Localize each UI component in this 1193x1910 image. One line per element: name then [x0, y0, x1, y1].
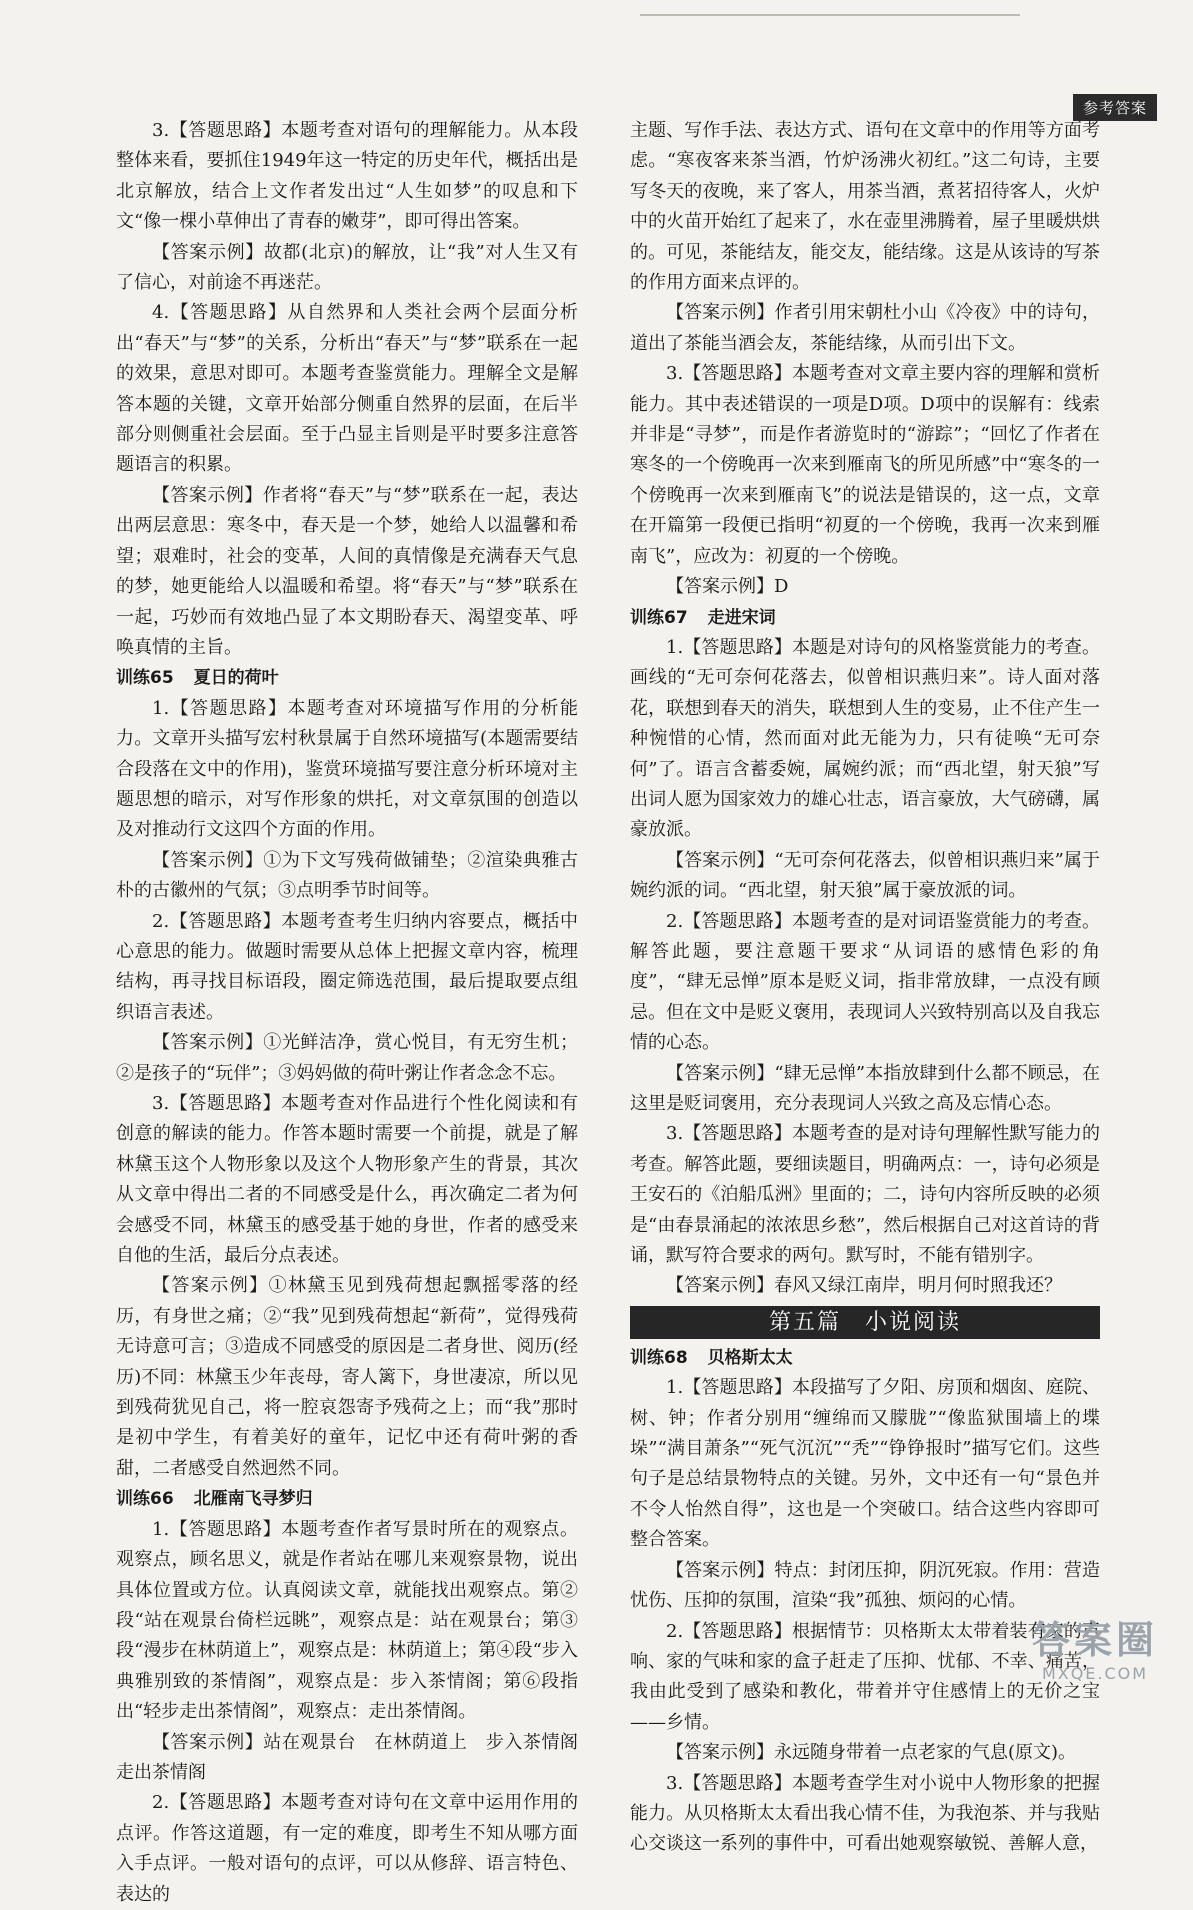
training-heading — [630, 603, 1100, 633]
answer-paragraph: 1.【答题思路】本题考查对环境描写作用的分析能力。文章开头描写宏村秋景属于自然环境描写(本题需要结合段落在文中的作用)，鉴赏环境描写要注意分析环境对主题思想的暗示，对写作形象的烘托，对文章氛围的创造以及对推动行文这四个方面的作用。 — [116, 697, 578, 841]
answer-paragraph: 【答案示例】①光鲜洁净，赏心悦目，有无穷生机；②是孩子的“玩伴”；③妈妈做的荷叶粥让作者念念不忘。 — [116, 1032, 578, 1084]
answer-paragraph: 2.【答题思路】本题考查对诗句在文章中运用作用的点评。作答这道题，有一定的难度，即考生不知从哪方面入手点评。一般对语句的点评，可以从修辞、语言特色、表达的 — [116, 1792, 578, 1905]
corner-tab: 参考答案 — [1073, 94, 1157, 121]
answer-paragraph: 2.【答题思路】本题考查考生归纳内容要点，概括中心意思的能力。做题时需要从总体上把握文章内容，梳理结构，再寻找目标语段，圈定筛选范围，最后提取要点组织语言表述。 — [116, 910, 578, 1023]
answer-paragraph: 1.【答题思路】本题是对诗句的风格鉴赏能力的考查。画线的“无可奈何花落去，似曾相识燕归来”。诗人面对落花，联想到春天的消失，联想到人生的变易，止不住产生一种惋惜的心情，然而面对此无能为力，只有徒唤“无可奈何”了。语言含蓄委婉，属婉约派；而“西北望，射天狼”写出词人愿为国家效力的雄心壮志，语言豪放，大气磅礴，属豪放派。 — [630, 636, 1100, 841]
watermark-logo — [1025, 1609, 1165, 1683]
answer-paragraph: 【答案示例】永远随身带着一点老家的气息(原文)。 — [666, 1742, 1077, 1764]
answer-paragraph: 【答案示例】①为下文写残荷做铺垫；②渲染典雅古朴的古徽州的气氛；③点明季节时间等。 — [116, 849, 578, 902]
watermark-url: MXQE.COM — [1041, 1664, 1149, 1683]
answer-paragraph: 主题、写作手法、表达方式、语句在文章中的作用等方面考虑。“寒夜客来茶当酒，竹炉汤沸火初红。”这二句诗，主要写冬天的夜晚，来了客人，用茶当酒，煮茗招待客人，火炉中的火苗开始红了起来了，水在壶里沸腾着，屋子里暖烘烘的。可见，茶能结友，能交友，能结缘。这是从该诗的写茶的作用方面来点评的。 — [630, 120, 1100, 294]
answer-paragraph: 【答案示例】站在观景台 在林荫道上 步入茶情阁 走出茶情阁 — [116, 1731, 596, 1783]
training-heading — [116, 663, 578, 693]
watermark-logo-text: 答案圈 — [1031, 1618, 1158, 1662]
answer-paragraph: 【答案示例】①林黛玉见到残荷想起飘摇零落的经历，有身世之痛；②“我”见到残荷想起“新荷”，觉得残荷无诗意可言；③造成不同感受的原因是二者身世、阅历(经历)不同：林黛玉少年丧母，寄人篱下，身世凄凉，所以见到残荷犹见自己，将一腔哀怨寄予残荷之上；而“我”那时是初中学生，有着美好的童年，记忆中还有荷叶粥的香甜，二者感受自然迥然不同。 — [116, 1275, 578, 1479]
answer-paragraph: 【答案示例】作者引用宋朝杜小山《冷夜》中的诗句，道出了茶能当酒会友，茶能结缘，从而引出下文。 — [630, 302, 1100, 354]
training-number: 训练68 — [630, 1347, 688, 1368]
left-column — [116, 116, 596, 1910]
answer-paragraph: 3.【答题思路】本题考查学生对小说中人物形象的把握能力。从贝格斯太太看出我心情不佳，为我泡茶、并与我贴心交谈这一系列的事件中，可看出她观察敏锐、善解人意， — [630, 1772, 1100, 1855]
answer-paragraph: 2.【答题思路】本题考查的是对词语鉴赏能力的考查。解答此题，要注意题干要求“从词语的感情色彩的角度”，“肆无忌惮”原本是贬义词，指非常放肆，一点没有顾忌。但在文中是贬义褒用，表现词人兴致特别高以及自我忘情的心态。 — [630, 910, 1100, 1054]
answer-paragraph: 【答案示例】“无可奈何花落去，似曾相识燕归来”属于婉约派的词。“西北望，射天狼”属于豪放派的词。 — [630, 849, 1100, 902]
right-column — [630, 116, 1100, 1860]
training-number: 训练65 — [116, 668, 174, 689]
answer-paragraph: 2.【答题思路】根据情节：贝格斯太太带着装有家的声响、家的气味和家的盒子赶走了压抑、忧郁、不幸、痛苦，我由此受到了感染和教化，带着并守住感情上的无价之宝——乡情。 — [630, 1620, 1100, 1733]
section-banner: 第五篇 小说阅读 — [630, 1306, 1100, 1339]
right-column-bottom — [630, 1343, 1100, 1860]
training-heading — [630, 1343, 1100, 1373]
training-title: 贝格斯太太 — [707, 1347, 793, 1368]
training-title: 走进宋词 — [707, 607, 776, 628]
answer-paragraph: 【答案示例】“肆无忌惮”本指放肆到什么都不顾忌，在这里是贬词褒用，充分表现词人兴致之高及忘情心态。 — [630, 1062, 1100, 1114]
answer-paragraph: 【答案示例】特点：封闭压抑，阴沉死寂。作用：营造忧伤、压抑的氛围，渲染“我”孤独、烦闷的心情。 — [630, 1559, 1100, 1612]
answer-paragraph: 4.【答题思路】从自然界和人类社会两个层面分析出“春天”与“梦”的关系，分析出“春天”与“梦”联系在一起的效果，意思对即可。本题考查鉴赏能力。理解全文是解答本题的关键，文章开始部分侧重自然界的层面，在后半部分则侧重社会层面。至于凸显主旨则是平时要多注意答题语言的积累。 — [116, 302, 578, 476]
answer-paragraph: 1.【答题思路】本段描写了夕阳、房顶和烟囱、庭院、树、钟；作者分别用“缠绵而又朦胧”“像监狱围墙上的堞垛”“满目萧条”“死气沉沉”“秃”“铮铮报时”描写它们。这些句子是总结景物特点的关键。另外，文中还有一句“景色并不令人怡然自得”，这也是一个突破口。结合这些内容即可整合答案。 — [630, 1377, 1100, 1551]
training-number: 训练67 — [630, 607, 688, 628]
answer-paragraph: 3.【答题思路】本题考查的是对诗句理解性默写能力的考查。解答此题，要细读题目，明确两点：一，诗句必须是王安石的《泊船瓜洲》里面的；二，诗句内容所反映的必须是“由春景涌起的浓浓思乡愁”，然后根据自己对这首诗的背诵，默写符合要求的两句。默写时，不能有错别字。 — [630, 1123, 1100, 1267]
answer-paragraph: 1.【答题思路】本题考查作者写景时所在的观察点。观察点，顾名思义，就是作者站在哪儿来观察景物，说出具体位置或方位。认真阅读文章，就能找出观察点。第②段“站在观景台倚栏远眺”，观察点是：站在观景台；第③段“漫步在林荫道上”，观察点是：林荫道上；第④段“步入典雅别致的茶情阁”，观察点是：步入茶情阁；第⑥段指出“轻步走出茶情阁”，观察点：走出茶情阁。 — [116, 1518, 578, 1723]
answer-paragraph: 3.【答题思路】本题考查对语句的理解能力。从本段整体来看，要抓住1949年这一特定的历史年代，概括出是北京解放，结合上文作者发出过“人生如梦”的叹息和下文“像一棵小草伸出了青春的嫩芽”，即可得出答案。 — [116, 120, 578, 233]
answer-paragraph: 3.【答题思路】本题考查对文章主要内容的理解和赏析能力。其中表述错误的一项是D项。D项中的误解有：线索并非是“寻梦”，而是作者游览时的“游踪”；“回忆了作者在寒冬的一个傍晚再一次来到雁南飞的所见所感”中“寒冬的一个傍晚再一次来到雁南飞”的说法是错误的，这一点，文章在开篇第一段便已指明“初夏的一个傍晚，我再一次来到雁南飞”，应改为：初夏的一个傍晚。 — [630, 363, 1100, 567]
answer-paragraph: 3.【答题思路】本题考查对作品进行个性化阅读和有创意的解读的能力。作答本题时需要一个前提，就是了解林黛玉这个人物形象以及这个人物形象产生的背景，其次从文章中得出二者的不同感受是什么，再次确定二者为何会感受不同，林黛玉的感受基于她的身世，作者的感受来自他的生活，最后分点表述。 — [116, 1093, 578, 1267]
answer-paragraph: 【答案示例】春风又绿江南岸，明月何时照我还？ — [666, 1275, 1062, 1297]
answer-paragraph: 【答案示例】作者将“春天”与“梦”联系在一起，表达出两层意思：寒冬中，春天是一个梦，她给人以温馨和希望；艰难时，社会的变革，人间的真情像是充满春天气息的梦，她更能给人以温暖和希望。将“春天”与“梦”联系在一起，巧妙而有效地凸显了本文期盼春天、渴望变革、呼唤真情的主旨。 — [116, 484, 578, 658]
training-title: 北雁南飞寻梦归 — [193, 1489, 313, 1510]
answer-paragraph: 【答案示例】故都(北京)的解放，让“我”对人生又有了信心，对前途不再迷茫。 — [116, 241, 578, 294]
training-number: 训练66 — [116, 1489, 174, 1510]
training-heading — [116, 1484, 578, 1514]
training-title: 夏日的荷叶 — [193, 668, 279, 689]
top-rule — [640, 14, 1020, 16]
answer-paragraph: 【答案示例】D — [666, 576, 789, 598]
right-column-top — [630, 116, 1100, 1302]
